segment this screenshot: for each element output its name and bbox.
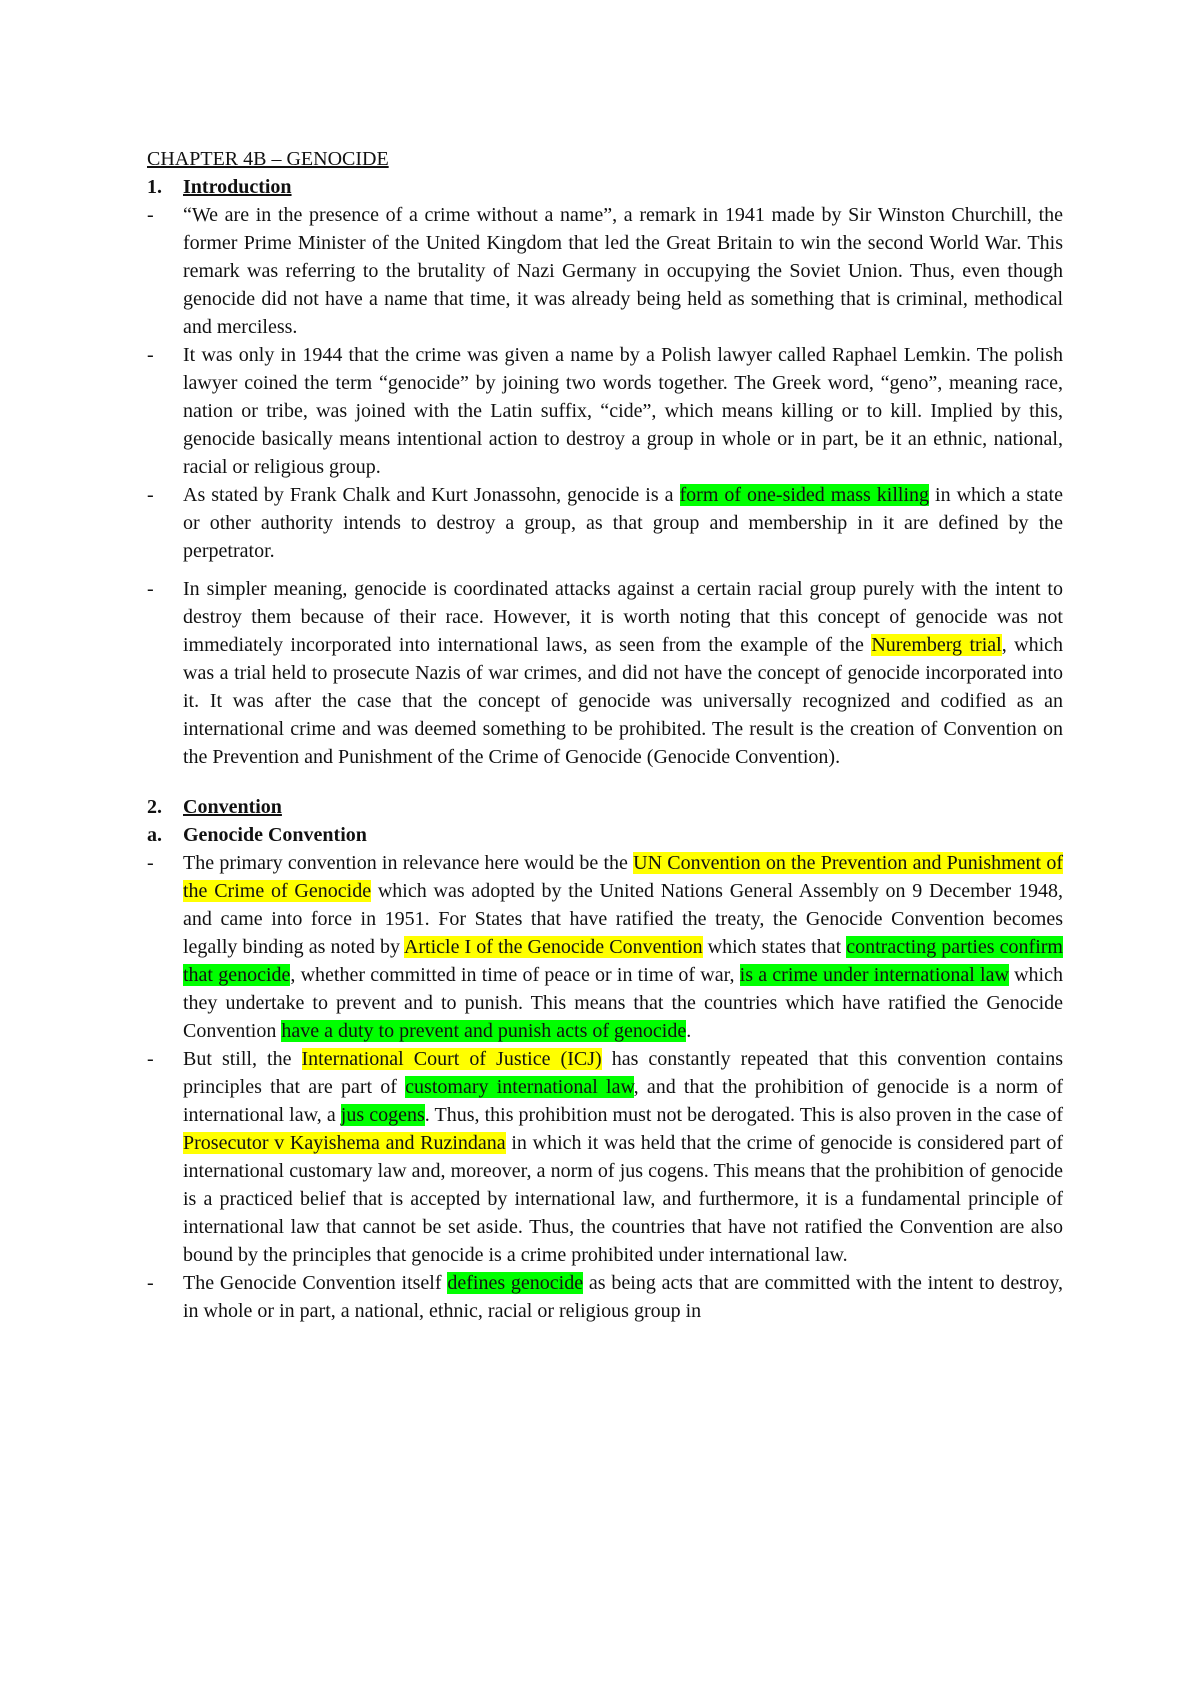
convention-bullet-list <box>147 849 1063 1325</box>
highlight-green: is a crime under international law <box>739 964 1009 986</box>
text-run: As stated by Frank Chalk and Kurt Jonassohn, genocide is a <box>183 484 680 506</box>
bullet-text <box>183 849 1063 1045</box>
text-run: The Genocide Convention itself <box>183 1272 448 1294</box>
convention-bullet-1 <box>147 849 1063 1045</box>
section-1-number: 1. <box>147 176 162 198</box>
text-run: , which was a trial held to prosecute Nazis of war crimes, and did not have the concept of genocide incorporated into it. It was after the case that the concept of genocide was universally recognized and codified as an international crime and was deemed something to be prohibited. The result is the creation of Convention on the Prevention and Punishment of the Crime of Genocide (Genocide Convention). <box>183 634 1064 768</box>
highlight-green: form of one-sided mass killing <box>679 484 930 506</box>
convention-bullet-2 <box>147 1045 1063 1269</box>
bullet-text <box>183 575 1063 771</box>
text-run: , whether committed in time of peace or in time of war, <box>290 964 740 986</box>
text-run: in which it was held that the crime of genocide is considered part of international customary law and, moreover, a norm of jus cogens. This means that the prohibition of genocide is a practiced belief that is accepted by international law, and furthermore, it is a fundamental principle of international law that cannot be set aside. Thus, the countries that have not ratified the Convention are also bound by the principles that genocide is a crime prohibited under international law. <box>183 1132 1063 1266</box>
bullet-dash: - <box>147 344 154 366</box>
highlight-green: jus cogens <box>340 1104 425 1126</box>
text-run: which was adopted by the United Nations General Assembly on 9 December 1948, and came into force in 1951. For States that have ratified the treaty, the Genocide Convention becomes legally binding as noted by <box>183 880 1064 958</box>
section-2-title: Convention <box>183 796 282 818</box>
bullet-dash: - <box>147 852 154 874</box>
text-run: which states that <box>702 936 847 958</box>
intro-bullet-3 <box>147 481 1063 565</box>
section-1-title: Introduction <box>183 176 292 198</box>
intro-bullet-list <box>147 201 1063 771</box>
text-run: . <box>686 1020 692 1042</box>
text-run: , and that the prohibition of genocide is a norm of international law, a <box>183 1076 1063 1126</box>
bullet-text <box>183 341 1063 481</box>
spacer <box>147 771 1063 793</box>
text-run: which they undertake to prevent and to punish. This means that the countries which have ratified the Genocide Convention <box>183 964 1063 1042</box>
bullet-dash: - <box>147 204 154 226</box>
intro-bullet-1 <box>147 201 1063 341</box>
bullet-text <box>183 1269 1063 1325</box>
highlight-yellow: UN Convention on the Prevention and Punishment of the Crime of Genocide <box>183 852 1063 902</box>
subsection-a-title: Genocide Convention <box>183 824 367 846</box>
bullet-dash: - <box>147 484 154 506</box>
highlight-yellow: Prosecutor v Kayishema and Ruzindana <box>183 1132 506 1154</box>
text-run: . Thus, this prohibition must not be derogated. This is also proven in the case of <box>424 1104 1064 1126</box>
highlight-yellow: International Court of Justice (ICJ) <box>301 1048 602 1070</box>
text-run: as being acts that are committed with the intent to destroy, in whole or in part, a national, ethnic, racial or religious group in <box>183 1272 1063 1322</box>
subsection-a-number: a. <box>147 824 162 846</box>
bullet-dash: - <box>147 578 154 600</box>
section-1-heading <box>147 173 1063 201</box>
bullet-text <box>183 1045 1063 1269</box>
intro-bullet-2 <box>147 341 1063 481</box>
bullet-dash: - <box>147 1048 154 1070</box>
highlight-green: have a duty to prevent and punish acts of genocide <box>281 1020 687 1042</box>
bullet-text <box>183 201 1063 341</box>
text-run: But still, the <box>183 1048 302 1070</box>
spacer <box>147 565 1063 575</box>
subsection-a-heading <box>147 821 1063 849</box>
chapter-title: CHAPTER 4B – GENOCIDE <box>147 148 389 170</box>
text-run: in which a state or other authority intends to destroy a group, as that group and membership in it are defined by the perpetrator. <box>183 484 1063 562</box>
bullet-dash: - <box>147 1272 154 1294</box>
text-run: It was only in 1944 that the crime was given a name by a Polish lawyer called Raphael Lemkin. The polish lawyer coined the term “genocide” by joining two words together. The Greek word, “geno”, meaning race, nation or tribe, was joined with the Latin suffix, “cide”, which means killing or to kill. Implied by this, genocide basically means intentional action to destroy a group in whole or in part, be it an ethnic, national, racial or religious group. <box>183 344 1063 478</box>
highlight-yellow: Article I of the Genocide Convention <box>403 936 703 958</box>
highlight-green: customary international law <box>405 1076 634 1098</box>
highlight-green: defines genocide <box>447 1272 584 1294</box>
section-2-number: 2. <box>147 796 162 818</box>
text-run: In simpler meaning, genocide is coordinated attacks against a certain racial group purely with the intent to destroy them because of their race. However, it is worth noting that this concept of genocide was not immediately incorporated into international laws, as seen from the example of the <box>183 578 1063 656</box>
highlight-yellow: Nuremberg trial <box>871 634 1002 656</box>
text-run: has constantly repeated that this convention contains principles that are part of <box>183 1048 1063 1098</box>
convention-bullet-3 <box>147 1269 1063 1325</box>
intro-bullet-4 <box>147 575 1063 771</box>
section-2-heading <box>147 793 1063 821</box>
bullet-text <box>183 481 1063 565</box>
highlight-green: contracting parties confirm that genocide <box>183 936 1063 986</box>
text-run: The primary convention in relevance here would be the <box>183 852 634 874</box>
text-run: “We are in the presence of a crime without a name”, a remark in 1941 made by Sir Winston Churchill, the former Prime Minister of the United Kingdom that led the Great Britain to win the second World War. This remark was referring to the brutality of Nazi Germany in occupying the Soviet Union. Thus, even though genocide did not have a name that time, it was already being held as something that is criminal, methodical and merciless. <box>183 204 1063 338</box>
